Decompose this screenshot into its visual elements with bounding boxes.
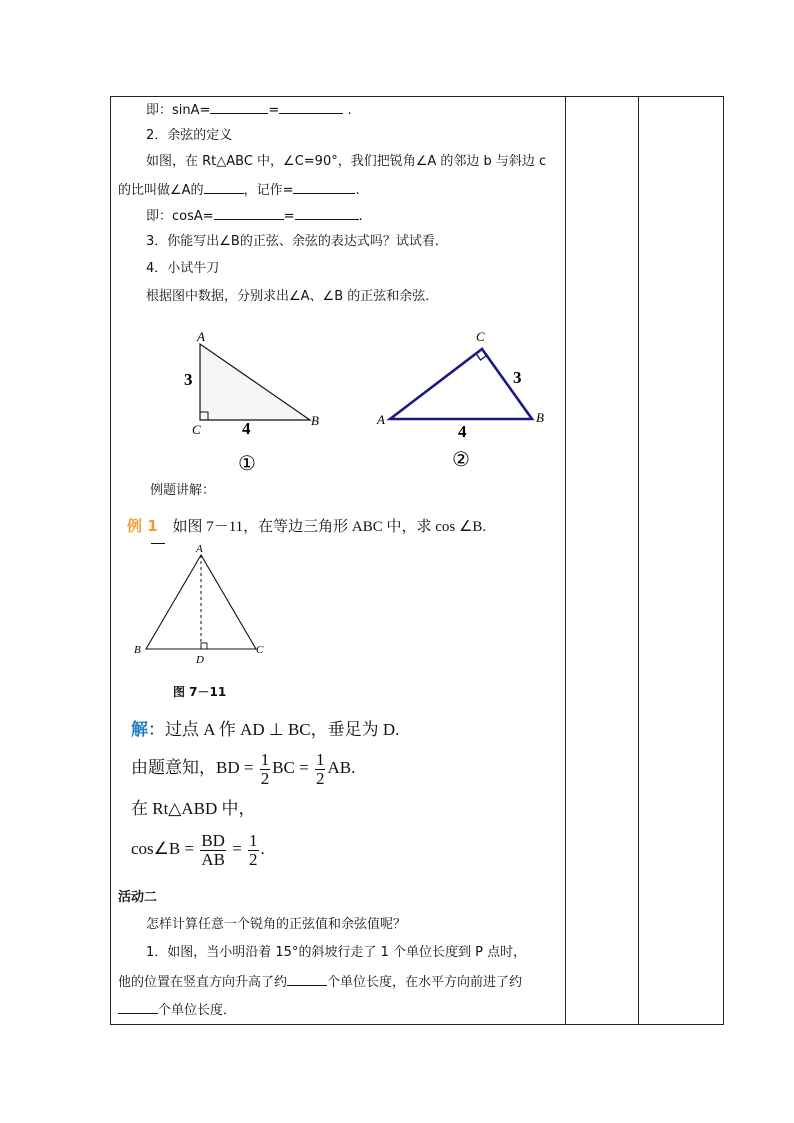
point-d: D [196,654,204,666]
sin-dot: . [347,103,352,118]
solution-line-3: 在 Rt△ABD 中， [131,799,256,818]
blank [293,181,355,194]
activity-text: 个单位长度，在水平方向前进了约 [327,975,523,990]
fraction-denominator: 2 [315,768,325,788]
side-ab-length: 4 [458,422,467,441]
cos-definition-1: 如图，在 Rt△ABC 中，∠C=90°，我们把锐角∠A 的邻边 b 与斜边 c [146,154,547,169]
activity-2-item-1c [118,1001,236,1019]
fraction-denominator: 2 [260,768,270,788]
cos-def-part: 的比叫做∠A的 [118,183,204,198]
example-title: 例题讲解： [150,483,216,498]
solution-line-4 [131,830,265,869]
column-divider-1 [565,96,566,1025]
solution-text: AB. [327,758,356,777]
fraction-numerator: 1 [315,749,325,769]
cos-definition-2 [118,181,360,199]
cos-eq: = [283,209,295,224]
column-divider-2 [638,96,639,1025]
blank [214,207,284,220]
side-ac-length: 3 [184,370,193,389]
sin-eq: = [268,103,280,118]
fraction-half [260,751,271,788]
vertex-a: A [377,412,385,427]
blank [295,207,359,220]
blank [279,101,343,114]
activity-2-item-1a: 1．如图，当小明沿着 15°的斜坡行走了 1 个单位长度到 P 点时， [146,945,527,960]
solution-line-2 [131,750,355,788]
example-1-text: 如图 7－11，在等边三角形 ABC 中，求 cos ∠B. [172,519,487,535]
equilateral-triangle-figure [130,540,270,668]
figure-1-label: ① [238,453,256,473]
fraction-result [248,832,259,869]
question-3: 3．你能写出∠B的正弦、余弦的表达式吗？试试看． [146,234,448,249]
vertex-b: B [134,644,141,656]
cos-def-part: . [355,183,360,198]
triangle-figure-2 [372,326,557,471]
question-4: 4．小试牛刀 [146,261,220,276]
activity-2-heading: 活动二 [118,890,158,905]
fraction-numerator: 1 [260,749,270,769]
activity-2-item-1b [118,973,522,991]
activity-text: 个单位长度． [158,1003,237,1018]
fraction-numerator: BD [201,830,225,850]
fraction-denominator: 2 [249,849,258,869]
fraction-numerator: 1 [249,830,258,850]
fraction-denominator: AB [201,849,225,869]
cos-label: 即：cosA= [146,209,214,224]
solution-text: BC = [272,758,309,777]
vertex-c: C [476,329,485,344]
solution-text-1: ：过点 A 作 AD ⊥ BC，垂足为 D. [148,720,400,739]
sin-line [146,101,352,119]
question-4-desc: 根据图中数据，分别求出∠A、∠B 的正弦和余弦． [146,289,439,304]
solution-text: . [260,839,265,858]
cos-line [146,207,363,225]
cos-dot: . [358,209,363,224]
cos-heading: 2．余弦的定义 [146,128,233,143]
vertex-b: B [536,410,544,425]
vertex-a: A [197,329,205,344]
right-angle-mark [201,643,207,649]
side-cb-length: 3 [513,368,522,387]
figure-2-label: ② [452,449,470,471]
triangle-shape [200,344,310,420]
blank [210,101,268,114]
vertex-b: B [311,413,319,428]
solution-tag: 解 [131,720,148,740]
figure-caption: 图 7－11 [173,685,227,699]
blank [287,973,327,986]
activity-text: 他的位置在竖直方向升高了约 [118,975,288,990]
triangle-shape [390,349,532,419]
blank [118,1001,158,1014]
fraction-half [315,751,326,788]
blank [204,181,244,194]
example-1-tag: 例 1 [127,517,158,535]
activity-2-question: 怎样计算任意一个锐角的正弦值和余弦值呢？ [146,917,407,932]
vertex-a: A [196,543,203,555]
sin-label: 即：sinA= [146,103,211,118]
cos-def-part: ，记作= [243,183,294,198]
solution-text: cos∠B = [131,839,195,858]
solution-text: 由题意知，BD = [131,758,254,777]
vertex-c: C [192,422,201,437]
solution-text: = [232,839,242,858]
side-cb-length: 4 [242,419,251,438]
example-1 [127,516,486,537]
solution-line-1 [131,720,399,740]
vertex-c: C [256,644,264,656]
fraction-bd-ab [200,832,226,869]
triangle-figure-1 [180,328,330,473]
